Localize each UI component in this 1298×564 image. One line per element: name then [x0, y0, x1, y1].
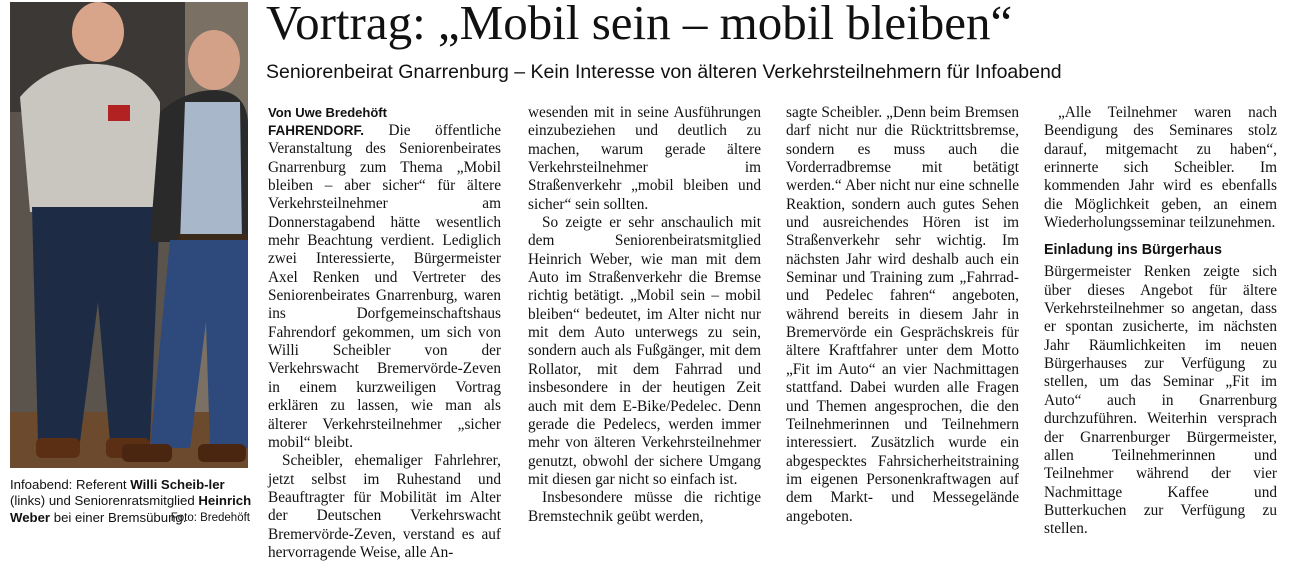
article-photo	[10, 2, 248, 468]
column-2	[528, 104, 761, 526]
author-byline: Von Uwe Bredehöft	[268, 105, 387, 120]
dateline: FAHRENDORF.	[268, 123, 365, 138]
paragraph-6: Bürgermeister Renken zeigte sich über dieses Angebot für ältere Verkehrsteilnehmer so angetan, dass er spontan zusicherte, im nächsten Jahr Räumlichkeiten im neuen Bürgerhauses zur Verfügung zu stellen, um das Seminar „Fit im Auto“ auch in Gnarrenburg durchzuführen. Weiterhin versprach der Gnarrenburger Bürgermeister, allen Teilnehmerinnen und Teilnehmer während der vier Nachmittage Kaffee und Butterkuchen zur Verfügung zu stellen.	[1044, 263, 1277, 538]
caption-middle: (links) und Seniorenratsmitglied	[10, 493, 199, 509]
column-4	[1044, 104, 1277, 539]
article-subheadline: Seniorenbeirat Gnarrenburg – Kein Interesse von älteren Verkehrsteilnehmern für Infoabend	[266, 61, 1062, 83]
article-headline: Vortrag: „Mobil sein – mobil bleiben“	[266, 0, 1013, 50]
photo-credit: Foto: Bredehöft	[170, 511, 250, 524]
paragraph-2-continued: wesenden mit in seine Ausführungen einzubeziehen und deutlich zu machen, warum gerade ältere Verkehrsteilnehmer im Straßenverkehr „mobil bleiben und sicher“ sein sollten.	[528, 104, 761, 213]
paragraph-1-text: Die öffentliche Veranstaltung des Seniorenbeirates Gnarrenburg zum Thema „Mobil bleiben – aber sicher“ für ältere Verkehrsteilnehmer am Donnerstagabend hätte wesentlich mehr Beachtung verdient. Lediglich zwei Interessierte, Bürgermeister Axel Renken und Vertreter des Seniorenbeirates Gnarrenburg, waren ins Dorfgemeinschaftshaus Fahrendorf gekommen, um sich von Willi Scheibler von der Verkehrswacht Bremervörde-Zeven in einem kurzweiligen Vortrag erklären zu lassen, wie man als älterer Verkehrsteilnehmer „sicher mobil“ bleibt.	[268, 122, 501, 451]
caption-name-2: Heinrich Weber	[10, 493, 252, 525]
caption-suffix: bei einer Bremsübung.	[50, 509, 187, 525]
caption-name-1: Willi Scheib-ler	[130, 477, 225, 492]
section-heading: Einladung ins Bürgerhaus	[1044, 242, 1222, 259]
photo-illustration	[10, 2, 248, 468]
column-3	[786, 104, 1019, 526]
caption-prefix: Infoabend: Referent	[10, 477, 131, 492]
paragraph-5: „Alle Teilnehmer waren nach Beendigung des Seminares stolz darauf, mitgemacht zu haben“, erinnerte sich Scheibler. Im kommenden Jahr wird es ebenfalls die Möglichkeit geben, an einem Wiederholungsseminar teilzunehmen.	[1044, 104, 1277, 232]
paragraph-3: So zeigte er sehr anschaulich mit dem Seniorenbeiratsmitglied Heinrich Weber, wie man mit dem Auto im Straßenverkehr die Bremse richtig betätigt. „Mobil sein – mobil bleiben“ bedeutet, im Alter nicht nur mit dem Auto unterwegs zu sein, sondern auch als Fußgänger, mit dem Rollator, mit dem Fahrrad und insbesondere in der heutigen Zeit auch mit dem E-Bike/Pedelec. Denn gerade die Pedelecs, werden immer mehr von älteren Verkehrsteilnehmer genutzt, obwohl der sichere Umgang mit diesen gar nicht so einfach ist.	[528, 214, 761, 488]
paragraph-4-continued: sagte Scheibler. „Denn beim Bremsen darf nicht nur die Rücktrittsbremse, sondern es muss auch die Vorderradbremse mit betätigt werden.“ Aber nicht nur eine schnelle Reaktion, sondern auch gutes Sehen und ausreichendes Hören ist im Straßenverkehr sehr wichtig. Im nächsten Jahr wird deshalb auch ein Seminar und Training zum „Fahrrad- und Pedelec fahren“ angeboten, während bereits in diesem Jahr in Bremervörde ein Gesprächskreis für ältere Kraftfahrer unter dem Motto „Fit im Auto“ an vier Nachmittagen stattfand. Dabei wurden alle Fragen und Themen angesprochen, die den Teilnehmerinnen und Teilnehmern interessiert. Zusätzlich wurde ein abgespecktes Fahrsicherheitstraining im eigenen Personenkraftwagen auf dem Markt- und Messegelände angeboten.	[786, 104, 1019, 525]
paragraph-2-start: Scheibler, ehemaliger Fahrlehrer, jetzt selbst im Ruhestand und Beauftragter für Mobilität im Alter der Deutschen Verkehrswacht Bremervörde-Zeven, verstand es auf hervorragende Weise, alle An-	[268, 452, 501, 561]
paragraph-4-start: Insbesondere müsse die richtige Bremstechnik geübt werden,	[528, 489, 761, 525]
photo-caption	[10, 477, 256, 526]
column-1	[268, 104, 501, 562]
paragraph-1	[268, 122, 501, 452]
